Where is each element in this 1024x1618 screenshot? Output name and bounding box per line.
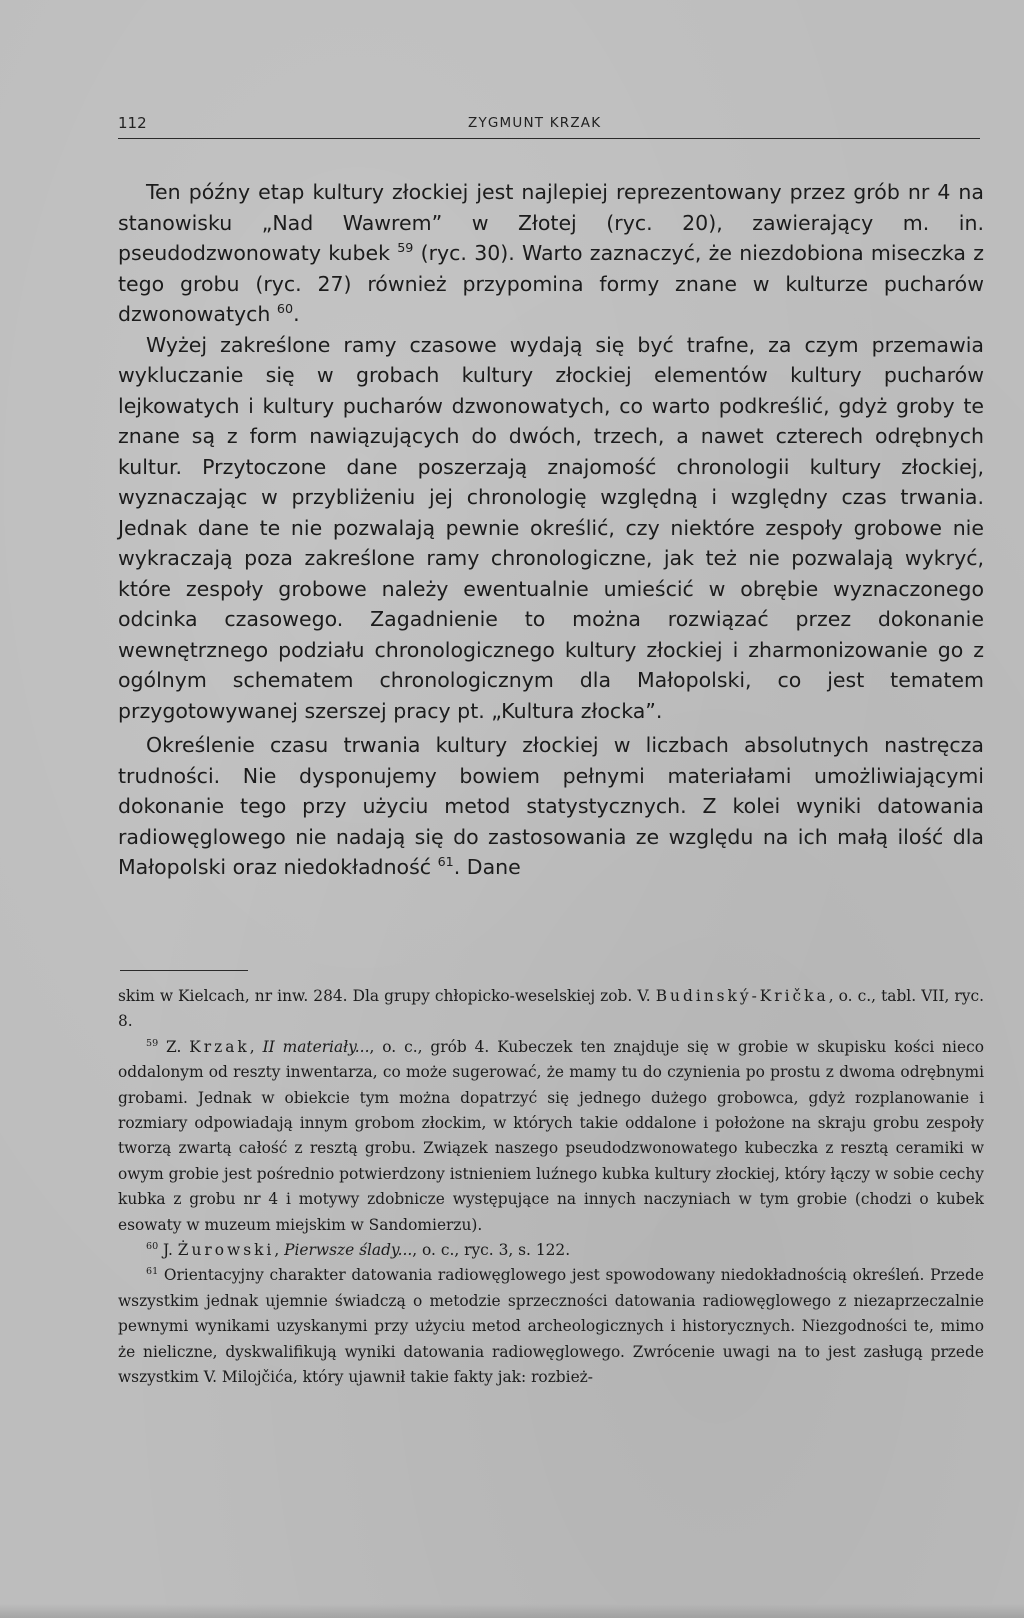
footnote-cont-text-a: skim w Kielcach, nr inw. 284. Dla grupy chłopicko-weselskiej zob. V.	[118, 987, 656, 1005]
footnote-ref-61: 61	[437, 854, 454, 870]
footnote-60-text-c: , o. c., ryc. 3, s. 122.	[412, 1241, 571, 1260]
paragraph-1-text-b: (ryc. 30). Warto zaznaczyć, że niezdobiona miseczka z tego grobu (ryc. 27) również przypomina formy znane w kulturze pucharów dzwonowatych	[118, 241, 984, 326]
paragraph-2: Wyżej zakreślone ramy czasowe wydają się być trafne, za czym przemawia wykluczanie się w grobach kultury złockiej elementów kultury pucharów lejkowatych i kultury pucharów dzwonowatych, co warto podkreślić, gdyż groby te znane są z form nawiązujących do dwóch, trzech, a nawet czterech odrębnych kultur. Przytoczone dane poszerzają znajomość chronologii kultury złockiej, wyznaczając w przybliżeniu jej chronologię względną i względny czas trwania. Jednak dane te nie pozwalają pewnie określić, czy niektóre zespoły grobowe nie wykraczają poza zakreślone ramy chronologiczne, jak też nie pozwalają wykryć, które zespoły grobowe należy ewentualnie umieścić w obrębie wyznaczonego odcinka czasowego. Zagadnienie to można rozwiązać przez dokonanie wewnętrznego podziału chronologicznego kultury złockiej i zharmonizowanie go z ogólnym schematem chronologicznym dla Małopolski, co jest tematem przygotowywanej szerszej pracy pt. „Kultura złocka”.	[118, 332, 984, 723]
footnote-59	[118, 1035, 984, 1238]
paragraph-1-text-a: Ten późny etap kultury złockiej jest najlepiej reprezentowany przez grób nr 4 na stanowisku „Nad Wawrem” w Złotej (ryc. 20), zawierający m. in. pseudodzwonowaty kubek	[118, 180, 984, 265]
footnotes	[118, 984, 984, 1391]
footnote-ref-59: 59	[397, 240, 414, 256]
paragraph-3-text-b: . Dane	[453, 855, 521, 879]
footnote-cont-author: Budinský-Krička	[655, 987, 829, 1005]
footnote-61	[118, 1263, 984, 1390]
footnote-60-text-a: J.	[158, 1241, 178, 1260]
footnote-59-text-a: Z.	[158, 1037, 190, 1056]
scan-edge-shading	[0, 1604, 1024, 1618]
footnote-60-text-b: ,	[274, 1241, 285, 1260]
paragraph-3	[118, 730, 984, 883]
footnote-60-author: Żurowski	[177, 1241, 275, 1260]
footnote-cont-text-b: , o. c., tabl. VII, ryc. 8.	[118, 987, 984, 1031]
page-number: 112	[118, 114, 147, 132]
footnote-61-text-a: Orientacyjny charakter datowania radiowęglowego jest spowodowany niedokładnością określeń. Przede wszystkim jednak ujemnie świadczą o metodzie sprzeczności datowania radiowęglowego z niezaprzeczalnie pewnymi wynikami uzyskanymi przy użyciu metod archeologicznych i historycznych. Niezgodności te, mimo że nieliczne, dyskwalifikują wyniki datowania radiowęglowego. Zwrócenie uwagi na to jest zasługą przede wszystkim V. Milojčića, który ujawnił takie fakty jak: rozbież-	[118, 1266, 984, 1387]
footnote-61-number: 61	[146, 1266, 159, 1278]
running-head: ZYGMUNT KRZAK	[468, 115, 602, 131]
paragraph-3-text-a: Określenie czasu trwania kultury złockiej w liczbach absolutnych nastręcza trudności. Nie dysponujemy bowiem pełnymi materiałami umożliwiającymi dokonanie tego przy użyciu metod statystycznych. Z kolei wyniki datowania radiowęglowego nie nadają się do zastosowania ze względu na ich małą ilość dla Małopolski oraz niedokładność	[118, 733, 984, 879]
page-header	[118, 114, 980, 139]
footnote-59-title: II materiały...	[262, 1037, 370, 1056]
paragraph-1-text-c: .	[293, 302, 300, 326]
footnote-59-author: Krzak	[189, 1037, 250, 1056]
footnote-60-number: 60	[146, 1240, 159, 1252]
footnote-60-title: Pierwsze ślady...	[284, 1241, 413, 1260]
footnote-divider	[120, 970, 248, 971]
footnote-ref-60: 60	[276, 301, 294, 317]
footnote-59-text-c: , o. c., grób 4. Kubeczek ten znajduje się w grobie w skupisku kości nieco oddalonym od reszty inwentarza, co może sugerować, że mamy tu do czynienia po prostu z dwoma odrębnymi grobami. Jednak w obiekcie tym można dopatrzyć się jednego dużego grobowca, gdyż rozplanowanie i rozmiary odpowiadają innym grobom złockim, w których takie oddalone i położone na skraju grobu zespoły tworzą zwartą całość z resztą grobu. Związek naszego pseudodzwonowatego kubeczka z resztą ceramiki w owym grobie jest pośrednio potwierdzony istnieniem luźnego kubka kultury złockiej, który łączy w sobie cechy kubka z grobu nr 4 i motywy zdobnicze występujące na innych naczyniach w tym grobie (chodzi o kubek esowaty w muzeum miejskim w Sandomierzu).	[118, 1037, 984, 1234]
footnote-59-text-b: ,	[249, 1037, 263, 1056]
footnote-60	[118, 1238, 984, 1263]
main-text	[118, 177, 984, 883]
footnote-continuation	[118, 984, 984, 1035]
paragraph-1	[118, 177, 984, 330]
footnote-59-number: 59	[146, 1037, 159, 1049]
